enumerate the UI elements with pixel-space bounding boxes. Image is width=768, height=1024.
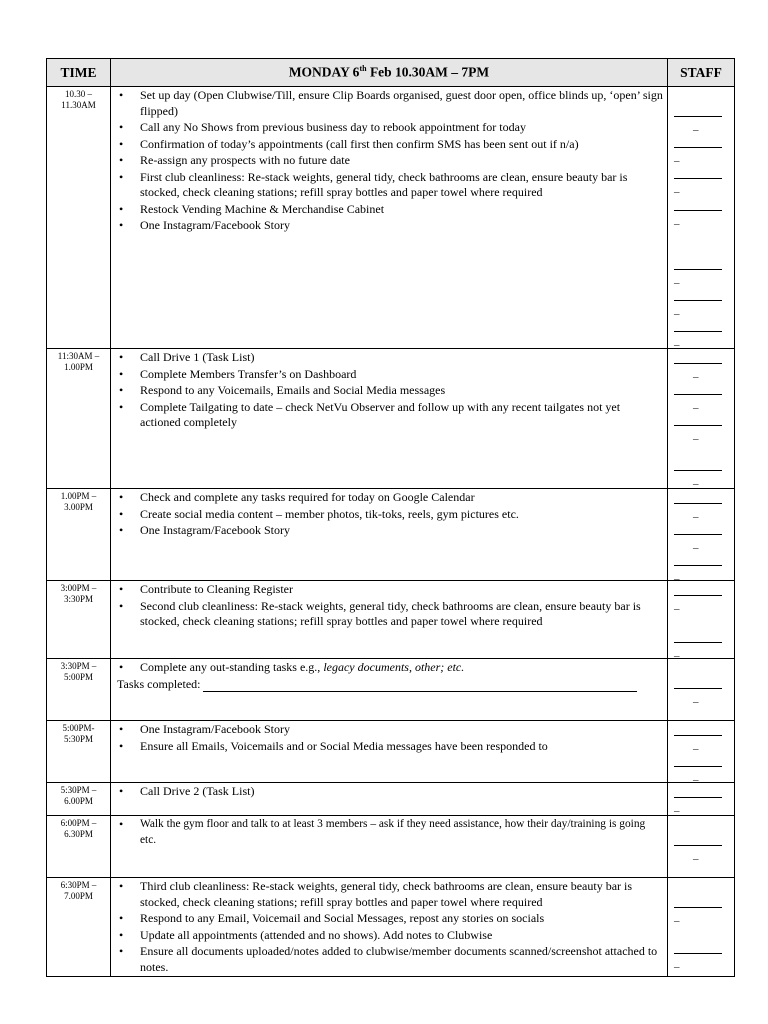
schedule-row (47, 783, 735, 816)
signature-mark: _ (674, 304, 680, 316)
task-item: • Call Drive 1 (Task List) (117, 350, 663, 366)
signature-mark: _ (674, 182, 680, 194)
schedule-table (46, 58, 735, 977)
time-cell (47, 349, 111, 489)
task-cell (111, 349, 668, 489)
task-cell (111, 489, 668, 581)
day-title (111, 59, 668, 87)
signature-line[interactable] (674, 425, 722, 426)
schedule-row (47, 349, 735, 489)
time-end: 6.00PM (64, 796, 93, 806)
signature-line[interactable] (674, 300, 722, 301)
signature-line[interactable] (674, 210, 722, 211)
task-item: • One Instagram/Facebook Story (117, 523, 663, 539)
day-title-sup: th (359, 64, 367, 74)
signature-mark: _ (693, 367, 699, 379)
signature-line[interactable] (674, 797, 722, 798)
task-item: • Second club cleanliness: Re-stack weights, general tidy, check bathrooms are clean, ensure beauty bar is stocked, check cleaning stations; refill spray bottles and paper towel where required (117, 599, 663, 630)
header-row (47, 59, 735, 87)
signature-mark: _ (693, 474, 699, 486)
task-item: • Respond to any Voicemails, Emails and Social Media messages (117, 383, 663, 399)
signature-line[interactable] (674, 534, 722, 535)
staff-cell[interactable] (668, 878, 735, 977)
task-item: • Complete Tailgating to date – check NetVu Observer and follow up with any recent tailgates not yet actioned completely (117, 400, 663, 431)
staff-cell[interactable] (668, 659, 735, 721)
time-cell (47, 816, 111, 878)
task-list (117, 582, 663, 630)
schedule-row (47, 581, 735, 659)
time-start: 6:00PM – (60, 818, 97, 828)
task-list (117, 660, 663, 676)
task-item: • One Instagram/Facebook Story (117, 218, 663, 234)
signature-line[interactable] (674, 735, 722, 736)
task-cell (111, 581, 668, 659)
time-cell (47, 87, 111, 349)
task-item: • Re-assign any prospects with no future date (117, 153, 663, 169)
staff-cell[interactable] (668, 783, 735, 816)
time-start: 5:30PM – (60, 785, 97, 795)
time-start: 5:00PM- (62, 723, 95, 733)
task-list (117, 722, 663, 754)
tasks-completed-field (117, 677, 663, 693)
schedule-row (47, 659, 735, 721)
task-item: • Check and complete any tasks required for today on Google Calendar (117, 490, 663, 506)
signature-line[interactable] (674, 331, 722, 332)
task-item: • Third club cleanliness: Re-stack weights, general tidy, check bathrooms are clean, ensure beauty bar is stocked, check cleaning stations; refill spray bottles and paper towel where required (117, 879, 663, 910)
time-end: 3.00PM (64, 502, 93, 512)
signature-line[interactable] (674, 503, 722, 504)
task-list (117, 817, 663, 848)
signature-line[interactable] (674, 116, 722, 117)
task-item: • Call any No Shows from previous business day to rebook appointment for today (117, 120, 663, 136)
staff-cell[interactable] (668, 816, 735, 878)
signature-line[interactable] (674, 953, 722, 954)
task-item: • Ensure all documents uploaded/notes added to clubwise/member documents scanned/screenshot attached to notes. (117, 944, 663, 975)
signature-mark: _ (674, 214, 680, 226)
time-end: 5:00PM (63, 672, 93, 682)
signature-line[interactable] (674, 178, 722, 179)
signature-line[interactable] (674, 907, 722, 908)
task-list (117, 350, 663, 431)
task-list (117, 88, 663, 234)
task-item (117, 660, 663, 676)
task-item: • Contribute to Cleaning Register (117, 582, 663, 598)
time-start: 1.00PM – (60, 491, 97, 501)
signature-line[interactable] (674, 394, 722, 395)
time-cell (47, 659, 111, 721)
task-item: • One Instagram/Facebook Story (117, 722, 663, 738)
signature-mark: _ (693, 849, 699, 861)
task-cell (111, 87, 668, 349)
time-end: 5:30PM (63, 734, 93, 744)
task-list (117, 879, 663, 975)
time-end: 7.00PM (64, 891, 93, 901)
tasks-completed-line[interactable] (203, 678, 637, 692)
signature-line[interactable] (674, 363, 722, 364)
signature-mark: _ (674, 646, 680, 658)
signature-mark: _ (674, 569, 680, 581)
staff-cell[interactable] (668, 349, 735, 489)
task-item: • Ensure all Emails, Voicemails and or Social Media messages have been responded to (117, 739, 663, 755)
task-item: • Update all appointments (attended and no shows). Add notes to Clubwise (117, 928, 663, 944)
time-cell (47, 489, 111, 581)
day-title-main: MONDAY 6 (288, 64, 360, 80)
task-text-italic: legacy documents, other; etc. (323, 660, 465, 674)
signature-mark: _ (693, 507, 699, 519)
time-header: TIME (47, 59, 111, 87)
schedule-row (47, 721, 735, 783)
schedule-row (47, 489, 735, 581)
signature-line[interactable] (674, 470, 722, 471)
task-item: • Complete Members Transfer’s on Dashboard (117, 367, 663, 383)
task-item: • First club cleanliness: Re-stack weights, general tidy, check bathrooms are clean, ensure beauty bar is stocked, check cleaning stations; refill spray bottles and paper towel where required (117, 170, 663, 201)
task-cell (111, 721, 668, 783)
signature-mark: _ (693, 739, 699, 751)
time-cell (47, 878, 111, 977)
day-title-rest: Feb 10.30AM – 7PM (366, 64, 490, 80)
time-cell (47, 783, 111, 816)
time-start: 3:00PM – (60, 583, 97, 593)
signature-line[interactable] (674, 565, 722, 566)
task-item: • Call Drive 2 (Task List) (117, 784, 663, 800)
time-end: 1.00PM (64, 362, 93, 372)
task-item: • Respond to any Email, Voicemail and Social Messages, repost any stories on socials (117, 911, 663, 927)
signature-mark: _ (693, 770, 699, 782)
signature-line[interactable] (674, 845, 722, 846)
time-end: 6.30PM (64, 829, 93, 839)
time-start: 11:30AM – (57, 351, 100, 361)
signature-mark: _ (693, 692, 699, 704)
tasks-completed-label: Tasks completed: (117, 676, 201, 691)
signature-mark: _ (674, 957, 680, 969)
time-start: 3:30PM – (60, 661, 97, 671)
task-cell (111, 783, 668, 816)
signature-mark: _ (693, 538, 699, 550)
time-cell (47, 721, 111, 783)
signature-line[interactable] (674, 642, 722, 643)
signature-mark: _ (674, 151, 680, 163)
signature-mark: _ (674, 801, 680, 813)
task-list (117, 784, 663, 800)
task-list (117, 490, 663, 539)
task-item: • Create social media content – member photos, tik-toks, reels, gym pictures etc. (117, 507, 663, 523)
signature-line[interactable] (674, 688, 722, 689)
staff-cell[interactable] (668, 87, 735, 349)
staff-cell[interactable] (668, 489, 735, 581)
signature-line[interactable] (674, 269, 722, 270)
signature-line[interactable] (674, 595, 722, 596)
time-start: 10.30 – (65, 89, 92, 99)
signature-line[interactable] (674, 766, 722, 767)
time-start: 6:30PM – (60, 880, 97, 890)
staff-header: STAFF (668, 59, 735, 87)
signature-mark: _ (674, 599, 680, 611)
signature-mark: _ (674, 335, 680, 347)
staff-cell[interactable] (668, 721, 735, 783)
signature-mark: _ (674, 273, 680, 285)
task-cell (111, 816, 668, 878)
signature-line[interactable] (674, 147, 722, 148)
time-end: 11.30AM (61, 100, 96, 110)
task-text: Complete any out-standing tasks e.g., (140, 660, 324, 674)
time-end: 3:30PM (63, 594, 93, 604)
signature-mark: _ (674, 911, 680, 923)
task-cell (111, 659, 668, 721)
task-item: • Restock Vending Machine & Merchandise Cabinet (117, 202, 663, 218)
signature-mark: _ (693, 398, 699, 410)
schedule-row (47, 87, 735, 349)
task-cell (111, 878, 668, 977)
task-item: • Confirmation of today’s appointments (call first then confirm SMS has been sent out if n/a) (117, 137, 663, 153)
staff-cell[interactable] (668, 581, 735, 659)
signature-mark: _ (693, 429, 699, 441)
time-cell (47, 581, 111, 659)
schedule-row (47, 878, 735, 977)
schedule-row (47, 816, 735, 878)
signature-mark: _ (693, 120, 699, 132)
task-item: • Walk the gym floor and talk to at least 3 members – ask if they need assistance, how their day/training is going etc. (117, 817, 663, 848)
task-item: • Set up day (Open Clubwise/Till, ensure Clip Boards organised, guest door open, office blinds up, ‘open’ sign flipped) (117, 88, 663, 119)
